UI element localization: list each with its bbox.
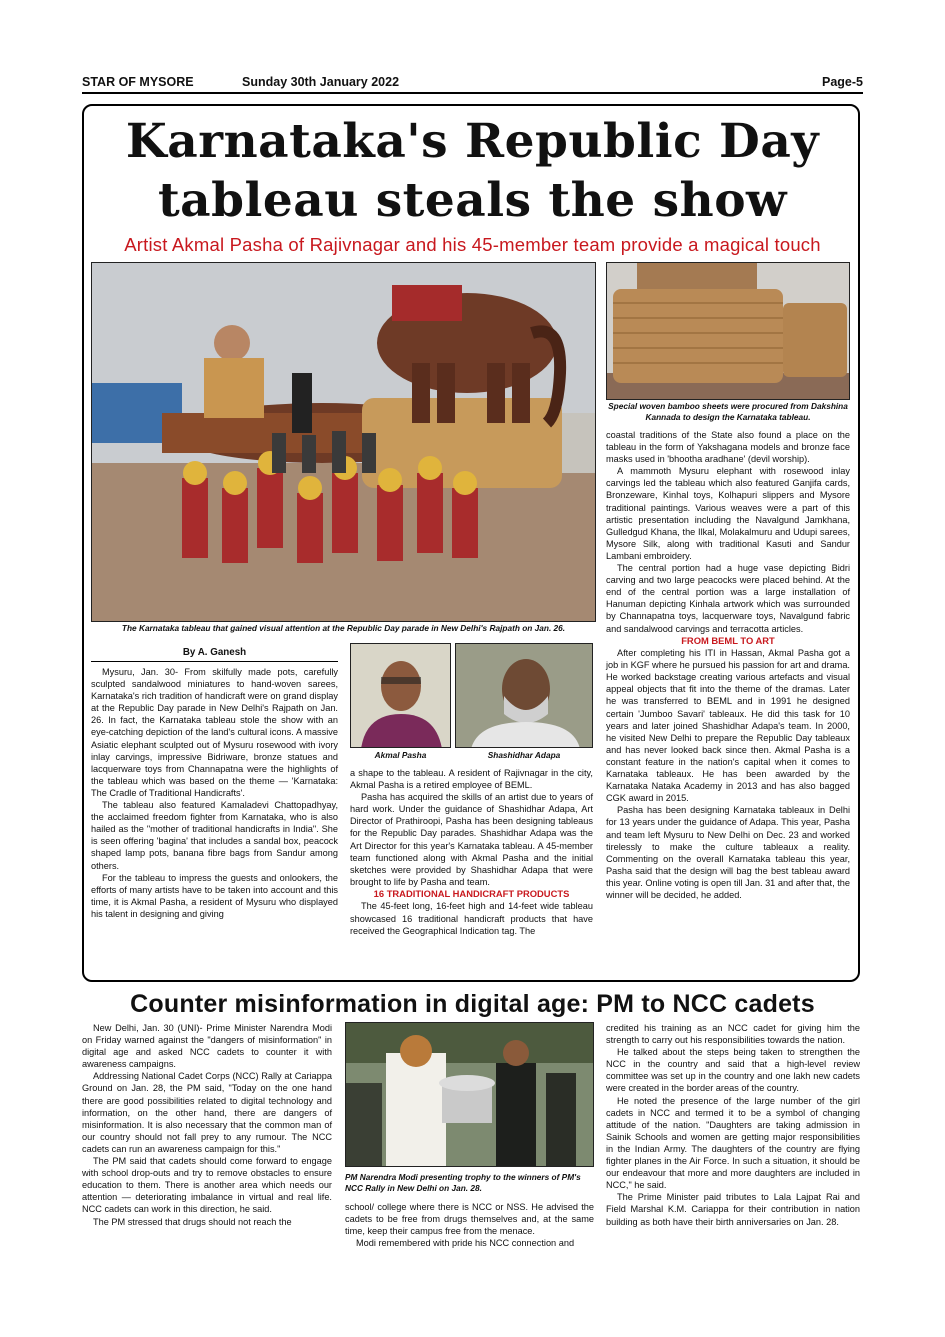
ncc-photo [345,1022,594,1167]
tableau-photo [91,262,596,622]
lead-column-1 [91,666,338,920]
paragraph: New Delhi, Jan. 30 (UNI)- Prime Minister Narendra Modi on Friday warned against the "dangers of misinformation" in digital age and asked NCC cadets to counter it with awareness campaigns. [82,1023,332,1070]
akmal-pasha-photo [350,643,451,748]
shashidhar-adapa-caption: Shashidhar Adapa [487,750,561,760]
lead-headline-line1: Karnataka's Republic Day [125,114,820,169]
paragraph: The PM stressed that drugs should not reach the [93,1216,292,1227]
paragraph: credited his training as an NCC cadet for giving him the strength to carry out his responsibilities towards the nation. [606,1023,860,1046]
akmal-pasha-caption: Akmal Pasha [374,750,427,760]
paragraph: He noted the presence of the large number of the girl cadets in NCC and termed it to be a symbol of changing attitude of the nation. "Daughters are taking admission in Sainik Schools and women are getting major responsibilities in the Indian Army. The daughters of the country are flying fighter planes in the Air Force. In such a situation, it should be our endeavour that more and more daughters are included in NCC," he said. [606,1095,860,1191]
lead-deck: Artist Akmal Pasha of Rajivnagar and his 45-member team provide a magical touch [124,234,821,255]
paragraph: For the tableau to impress the guests and onlookers, the efforts of many artists have to be taken into account and this time, it is Akmal Pasha, a resident of Mysuru who displayed his talent in designing and giving [91,872,338,919]
header-rule [82,92,863,94]
lead-column-2 [350,767,593,937]
paragraph: a shape to the tableau. A resident of Rajivnagar in the city, Akmal Pasha is a retired employee of BEML. [350,768,593,791]
paragraph: The tableau also featured Kamaladevi Chattopadhyay, the acclaimed freedom fighter from Karnataka, who is also hailed as the "mother of traditional handicrafts in India". She is seen offering 'bagina' that includes a sandal box, peacock shaped lamp pots, banana fibre bags from Sandur among others. [91,800,338,871]
lead-column-3 [606,429,850,901]
issue-date: Sunday 30th January 2022 [242,75,400,89]
byline-rule [91,661,338,662]
paragraph: Pasha has been designing Karnataka tableaux in Delhi for 13 years under the guidance of Adapa. This year, Pasha and team left Mysuru to New Delhi on Dec. 23 and worked tirelessly to make the culture tableaux a reality. Commenting on the overall Karnataka tableau this year, Pasha said that the design will bag the best tableau award this year. Online voting is open till Jan. 31 and after that, the winner will be decided, he added. [606,805,850,900]
page-number: Page-5 [822,75,863,89]
bamboo-photo-caption: Special woven bamboo sheets were procured from Dakshina Kannada to design the Karnataka tableau. [608,401,848,422]
ncc-column-2 [345,1201,594,1249]
ncc-photo-caption: PM Narendra Modi presenting trophy to the winners of PM's NCC Rally in New Delhi on Jan. 28. [345,1172,581,1193]
shashidhar-adapa-portrait [456,644,593,748]
paragraph: A mammoth Mysuru elephant with rosewood inlay carvings led the tableau which also featured Ganjifa cards, Bronzeware, Kinhal toys, Kolhapuri slippers and Mysore traditional paintings. Various weaves were a part of this artistic presentation including the Navalgund Jamkhana, Gulledgud Khana, the Ilkal, Molakalmuru and Udupi sarees, Mysore Silk, along with traditional Kasuti and Sandur Lambani embroidery. [606,466,850,561]
akmal-pasha-portrait [351,644,451,748]
paragraph: Addressing National Cadet Corps (NCC) Rally at Cariappa Ground on Jan. 28, the PM said, "Today on the one hand there are good possibilities related to digital technology and information, on the other hand, there are dangers of misinformation. It is also necessary that the common man of our country should not fall prey to any rumour. The NCC cadets can run an awareness campaign for this." [82,1071,332,1154]
paragraph: Pasha has acquired the skills of an artist due to years of hard work. Under the guidance of Shashidhar Adapa, Art Director of Prathiroopi, Pasha has been designing tableaus for the Republic Day parades. Shashidhar Adapa was the Art Director for this year's Karnataka tableau. A 45-member team functioned along with Akmal Pasha and the initial sketches were provided by Shashidhar Adapa that were brought to life by Pasha and team. [350,792,593,887]
subhead-beml: FROM BEML TO ART [681,634,775,646]
bamboo-photo-illustration [607,263,850,400]
bamboo-photo [606,262,850,400]
lead-headline-line2: tableau steals the show [157,173,788,228]
subhead-handicraft: 16 TRADITIONAL HANDICRAFT PRODUCTS [373,887,570,899]
paragraph: coastal traditions of the State also found a place on the tableau in the form of Yakshagana models and bronze face masks used in 'bhootha aradhane' (devil worship). [606,430,850,465]
tableau-photo-illustration [92,263,596,622]
paragraph: After completing his ITI in Hassan, Akmal Pasha got a job in KGF where he pursued his passion for art and drama. He worked backstage creating various artefacts and visual appeal objects that fit into the theme of the dramas. Later he was transferred to BEML and in 1991 he designed certain 'Jumboo Savari' tableaux. He did this task for 10 years and later joined Shashidhar Adapa's team. In 2000, he visited New Delhi to prepare the Republic Day tableaux and has never looked back since then. Akmal Pasha is a constant feature in the nation's capital when it comes to Karnataka tableaux. He has been awarded by the Karnataka Nataka Academy in 2013 and has also bagged CGK award in 2015. [606,648,850,804]
byline: By A. Ganesh [182,647,247,658]
shashidhar-adapa-photo [455,643,593,748]
paragraph: He talked about the steps being taken to strengthen the NCC in the country and said that a high-level review committee was set up in the country and one lakh new cadets were created in the border areas of the country. [606,1047,860,1094]
ncc-column-3 [606,1022,860,1228]
paragraph: Modi remembered with pride his NCC connection and [356,1238,575,1249]
paragraph: school/ college where there is NCC or NSS. He advised the cadets to be free from drugs themselves and, at the same time, keep their campus free from the menace. [345,1202,594,1237]
paragraph: The 45-feet long, 16-feet high and 14-feet wide tableau showcased 16 traditional handicraft products that have received the Geographical Indication tag. The [350,901,593,936]
ncc-photo-illustration [346,1023,594,1167]
tableau-photo-caption: The Karnataka tableau that gained visual attention at the Republic Day parade in New Delhi's Rajpath on Jan. 26. [121,623,566,633]
paragraph: The Prime Minister paid tributes to Lala Lajpat Rai and Field Marshal K.M. Cariappa for their contribution in nation building as both have their birth anniversaries on Jan. 28. [606,1192,860,1227]
ncc-column-1 [82,1022,332,1228]
ncc-headline: Counter misinformation in digital age: PM to NCC cadets [130,990,815,1018]
paragraph: The PM said that cadets should come forward to engage with school drop-outs and try to remove obstacles to ensure education to them. There is another area which needs our attention — deteriorating imbalance in virtual and real life. NCC cadets can work in this direction, he said. [82,1156,332,1215]
paragraph: The central portion had a huge vase depicting Bidri carving and two large peacocks were placed behind. At the end of the central portion was a large installation of Hanuman depicting Kinhala artwork which was surrounded by Channapatna toys, lacquerware toys, Navalgund fabric and sandalwood carvings and terracotta articles. [606,563,850,634]
paragraph: Mysuru, Jan. 30- From skilfully made pots, carefully sculpted sandalwood miniatures to hand-woven sarees, Karnataka's rich tradition of handicraft were on grand display at the Republic Day parade in New Delhi's Rajpath on Jan. 26. In fact, the Karnataka tableau stole the show with an eye-catching depiction of the land's cultural icons. A massive Asiatic elephant sculpted out of Mysuru rosewood with ivory inlay carvings, impressive Bidriware, bronze statues and lacquerware toys from Channapatna were the highlights of the tableau which was based on the theme — 'Karnataka: The Cradle of Traditional Handicrafts'. [91,667,338,798]
paper-name: STAR OF MYSORE [82,75,194,89]
